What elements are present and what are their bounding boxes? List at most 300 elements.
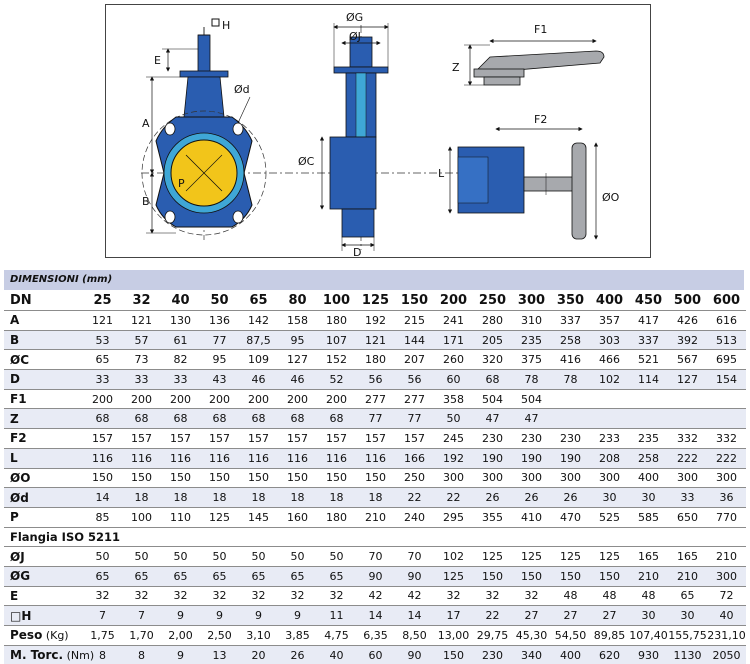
table-cell: 136	[200, 311, 239, 331]
row-label: M. Torc. (Nm)	[4, 645, 83, 664]
row-label: Ød	[4, 488, 83, 508]
table-cell: 87,5	[239, 330, 278, 350]
table-cell: 50	[200, 547, 239, 567]
table-cell: 200	[83, 389, 122, 409]
table-cell: 116	[200, 448, 239, 468]
table-cell: 11	[317, 606, 356, 626]
table-cell: 150	[239, 468, 278, 488]
table-cell: 77	[200, 330, 239, 350]
table-cell: 392	[668, 330, 707, 350]
table-cell: 27	[551, 606, 590, 626]
table-cell: 26	[473, 488, 512, 508]
table-cell: 125	[551, 547, 590, 567]
label-D: D	[353, 246, 362, 259]
table-cell: 20	[239, 645, 278, 664]
table-cell: 60	[356, 645, 395, 664]
table-cell: 73	[122, 350, 161, 370]
table-cell: 116	[317, 448, 356, 468]
table-cell: 150	[161, 468, 200, 488]
table-cell: 78	[512, 370, 551, 390]
table-cell: 2050	[707, 645, 746, 664]
table-cell: 33	[122, 370, 161, 390]
table-cell: 65	[317, 566, 356, 586]
table-cell: 166	[395, 448, 434, 468]
table-cell: 32	[317, 586, 356, 606]
table-cell: 258	[551, 330, 590, 350]
table-cell: 160	[278, 507, 317, 527]
table-cell: 68	[239, 409, 278, 429]
table-cell: 142	[239, 311, 278, 331]
table-cell: 300	[551, 468, 590, 488]
table-cell: 47	[473, 409, 512, 429]
gear-operator-view	[450, 129, 596, 239]
table-cell: 200	[239, 389, 278, 409]
label-E: E	[154, 54, 161, 67]
table-cell: 68	[83, 409, 122, 429]
table-cell: 155,75	[668, 626, 707, 646]
table-cell: 18	[356, 488, 395, 508]
table-cell: 300	[473, 468, 512, 488]
table-cell: 210	[707, 547, 746, 567]
table-cell: 85	[83, 507, 122, 527]
table-row	[4, 507, 746, 527]
table-cell: 46	[278, 370, 317, 390]
table-cell: 50	[239, 547, 278, 567]
label-G: ØG	[346, 11, 364, 24]
table-cell: 241	[434, 311, 473, 331]
row-label: ØJ	[4, 547, 83, 567]
table-cell: 620	[590, 645, 629, 664]
table-cell: 30	[629, 606, 668, 626]
table-cell: 109	[239, 350, 278, 370]
label-C: ØC	[298, 155, 315, 168]
table-cell: 72	[707, 586, 746, 606]
table-cell: 157	[122, 429, 161, 449]
table-cell: 240	[395, 507, 434, 527]
table-cell: 340	[512, 645, 551, 664]
table-cell: 32	[278, 586, 317, 606]
table-cell: 210	[668, 566, 707, 586]
table-cell: 332	[707, 429, 746, 449]
table-cell: 222	[668, 448, 707, 468]
table-cell	[551, 389, 590, 409]
table-cell: 50	[278, 547, 317, 567]
table-cell: 426	[668, 311, 707, 331]
row-label: P	[4, 507, 83, 527]
table-cell: 95	[200, 350, 239, 370]
table-cell: 215	[395, 311, 434, 331]
table-row	[4, 586, 746, 606]
table-cell: 157	[83, 429, 122, 449]
table-cell: 235	[512, 330, 551, 350]
table-cell: 280	[473, 311, 512, 331]
table-cell: 68	[317, 409, 356, 429]
table-row	[4, 488, 746, 508]
table-cell: 300	[590, 468, 629, 488]
table-cell: 192	[356, 311, 395, 331]
label-J: ØJ	[349, 30, 361, 43]
table-row	[4, 547, 746, 567]
table-cell	[629, 389, 668, 409]
table-cell: 127	[668, 370, 707, 390]
table-cell: 110	[161, 507, 200, 527]
table-cell: 52	[317, 370, 356, 390]
table-cell: 130	[161, 311, 200, 331]
table-cell: 45,30	[512, 626, 551, 646]
table-cell: 125	[361, 292, 390, 308]
table-cell: 65	[83, 350, 122, 370]
table-cell: 121	[122, 311, 161, 331]
valve-front-view	[141, 19, 506, 240]
table-cell: 27	[590, 606, 629, 626]
table-cell: 13,00	[434, 626, 473, 646]
table-cell: 230	[473, 429, 512, 449]
table-row	[4, 566, 746, 586]
row-label: DN	[10, 292, 32, 308]
table-cell: 358	[434, 389, 473, 409]
table-cell: 116	[278, 448, 317, 468]
table-cell: 65	[83, 566, 122, 586]
table-cell: 357	[590, 311, 629, 331]
table-cell: 2,50	[200, 626, 239, 646]
table-cell: 295	[434, 507, 473, 527]
table-cell: 65	[278, 566, 317, 586]
table-cell: 90	[395, 566, 434, 586]
label-A: A	[142, 117, 150, 130]
table-cell: 30	[590, 488, 629, 508]
table-cell: 32	[122, 586, 161, 606]
table-cell: 150	[551, 566, 590, 586]
table-cell: 32	[161, 586, 200, 606]
label-Z: Z	[452, 61, 460, 74]
table-cell: 230	[512, 429, 551, 449]
table-cell: 65	[239, 566, 278, 586]
table-cell: 192	[434, 448, 473, 468]
row-label: ØG	[4, 566, 83, 586]
table-cell: 18	[161, 488, 200, 508]
table-cell: 210	[356, 507, 395, 527]
table-cell: 157	[161, 429, 200, 449]
label-P: P	[178, 177, 185, 190]
table-cell: 32	[512, 586, 551, 606]
table-cell: 50	[434, 409, 473, 429]
table-cell: 30	[668, 606, 707, 626]
table-cell: 9	[239, 606, 278, 626]
table-cell: 180	[317, 311, 356, 331]
table-cell: 521	[629, 350, 668, 370]
table-cell: 33	[83, 370, 122, 390]
dimensions-table	[4, 270, 744, 664]
table-cell: 26	[551, 488, 590, 508]
table-cell: 157	[356, 429, 395, 449]
table-cell: 32	[473, 586, 512, 606]
table-cell: 40	[171, 292, 190, 308]
table-cell: 152	[317, 350, 356, 370]
table-cell: 78	[551, 370, 590, 390]
table-cell: 90	[356, 566, 395, 586]
table-cell: 33	[161, 370, 200, 390]
table-row	[4, 409, 746, 429]
table-cell: 154	[707, 370, 746, 390]
table-cell: 32	[83, 586, 122, 606]
table-cell: 233	[590, 429, 629, 449]
table-cell: 68	[161, 409, 200, 429]
label-B: B	[142, 195, 150, 208]
table-cell: 32	[132, 292, 151, 308]
table-cell: 18	[239, 488, 278, 508]
weight-row	[4, 626, 746, 646]
table-cell: 125	[434, 566, 473, 586]
table-cell: 320	[473, 350, 512, 370]
table-cell: 70	[356, 547, 395, 567]
table-cell: 695	[707, 350, 746, 370]
table-cell: 42	[395, 586, 434, 606]
table-cell: 450	[634, 292, 663, 308]
table-cell: 650	[668, 507, 707, 527]
table-cell: 171	[434, 330, 473, 350]
table-cell: 231,10	[707, 626, 746, 646]
table-cell: 121	[83, 311, 122, 331]
table-cell: 150	[317, 468, 356, 488]
table-cell: 50	[161, 547, 200, 567]
table-cell: 258	[629, 448, 668, 468]
label-H: H	[222, 19, 231, 32]
table-cell: 770	[707, 507, 746, 527]
table-cell: 125	[590, 547, 629, 567]
table-cell: 65	[200, 566, 239, 586]
table-cell: 9	[161, 645, 200, 664]
table-cell: 165	[629, 547, 668, 567]
row-label: B	[4, 330, 83, 350]
table-cell: 157	[200, 429, 239, 449]
table-cell: 207	[395, 350, 434, 370]
row-label: F1	[4, 389, 83, 409]
table-cell: 40	[317, 645, 356, 664]
table-cell: 150	[473, 566, 512, 586]
table-cell: 260	[434, 350, 473, 370]
table-cell: 65	[668, 586, 707, 606]
table-cell: 42	[356, 586, 395, 606]
table-cell: 50	[122, 547, 161, 567]
row-label: E	[4, 586, 83, 606]
table-cell: 250	[395, 468, 434, 488]
table-cell: 200	[200, 389, 239, 409]
table-cell	[668, 389, 707, 409]
label-d: Ød	[234, 83, 250, 96]
table-cell: 65	[161, 566, 200, 586]
table-cell: 200	[317, 389, 356, 409]
table-cell: 7	[122, 606, 161, 626]
table-cell: 144	[395, 330, 434, 350]
table-cell: 61	[161, 330, 200, 350]
table-cell: 567	[668, 350, 707, 370]
row-label: Z	[4, 409, 83, 429]
torque-row	[4, 645, 746, 664]
table-row	[4, 429, 746, 449]
table-cell: 410	[512, 507, 551, 527]
section-label: Flangia ISO 5211	[4, 527, 746, 547]
table-cell: 200	[439, 292, 468, 308]
table-cell: 26	[278, 645, 317, 664]
row-label: ØC	[4, 350, 83, 370]
table-cell: 310	[512, 311, 551, 331]
table-cell: 80	[288, 292, 307, 308]
table-cell: 13	[200, 645, 239, 664]
table-cell: 89,85	[590, 626, 629, 646]
table-row	[4, 606, 746, 626]
table-cell: 116	[83, 448, 122, 468]
table-cell: 48	[551, 586, 590, 606]
table-cell: 32	[200, 586, 239, 606]
table-cell: 48	[590, 586, 629, 606]
table-cell: 8	[122, 645, 161, 664]
table-cell: 277	[356, 389, 395, 409]
table-cell: 54,50	[551, 626, 590, 646]
table-cell	[629, 409, 668, 429]
row-label: Peso (Kg)	[4, 626, 83, 646]
table-cell: 77	[356, 409, 395, 429]
table-cell: 95	[278, 330, 317, 350]
table-cell: 180	[356, 350, 395, 370]
table-cell: 200	[161, 389, 200, 409]
dn-header-row	[4, 290, 746, 311]
lever-handle-view	[464, 41, 604, 85]
table-cell: 125	[200, 507, 239, 527]
table-cell: 235	[629, 429, 668, 449]
table-cell: 513	[707, 330, 746, 350]
table-cell: 2,00	[161, 626, 200, 646]
table-cell: 9	[200, 606, 239, 626]
row-label: D	[4, 370, 83, 390]
table-cell: 65	[249, 292, 268, 308]
table-cell: 36	[707, 488, 746, 508]
table-cell: 190	[512, 448, 551, 468]
table-row	[4, 468, 746, 488]
table-cell: 102	[590, 370, 629, 390]
table-cell: 121	[356, 330, 395, 350]
table-cell: 56	[395, 370, 434, 390]
table-cell: 150	[512, 566, 551, 586]
table-cell: 400	[629, 468, 668, 488]
table-cell: 48	[629, 586, 668, 606]
table-cell: 300	[707, 566, 746, 586]
table-cell: 585	[629, 507, 668, 527]
table-cell: 616	[707, 311, 746, 331]
table-cell: 26	[512, 488, 551, 508]
table-cell: 200	[278, 389, 317, 409]
table-cell: 77	[395, 409, 434, 429]
table-cell: 1,75	[83, 626, 122, 646]
table-cell: 14	[395, 606, 434, 626]
table-cell: 68	[200, 409, 239, 429]
table-cell: 416	[551, 350, 590, 370]
table-cell: 100	[322, 292, 351, 308]
table-cell: 7	[83, 606, 122, 626]
table-cell: 107,40	[629, 626, 668, 646]
table-cell: 157	[278, 429, 317, 449]
table-cell: 46	[239, 370, 278, 390]
table-cell: 18	[200, 488, 239, 508]
table-cell: 504	[512, 389, 551, 409]
table-cell: 53	[83, 330, 122, 350]
table-title: DIMENSIONI (mm)	[4, 270, 744, 290]
table-cell: 157	[317, 429, 356, 449]
table-cell: 4,75	[317, 626, 356, 646]
label-F1: F1	[534, 23, 548, 36]
table-cell: 157	[239, 429, 278, 449]
table-cell: 150	[83, 468, 122, 488]
table-cell: 32	[434, 586, 473, 606]
table-cell: 127	[278, 350, 317, 370]
table-cell: 6,35	[356, 626, 395, 646]
table-cell: 70	[395, 547, 434, 567]
table-cell: 60	[434, 370, 473, 390]
table-cell: 355	[473, 507, 512, 527]
row-label: F2	[4, 429, 83, 449]
table-cell: 102	[434, 547, 473, 567]
table-cell: 300	[707, 468, 746, 488]
table-cell: 150	[590, 566, 629, 586]
table-cell: 43	[200, 370, 239, 390]
label-O: ØO	[602, 191, 620, 204]
table-cell: 22	[434, 488, 473, 508]
table-cell: 165	[668, 547, 707, 567]
table-cell: 18	[122, 488, 161, 508]
table-cell: 22	[395, 488, 434, 508]
table-cell: 190	[473, 448, 512, 468]
table-cell: 27	[512, 606, 551, 626]
table-cell: 466	[590, 350, 629, 370]
table-cell	[590, 389, 629, 409]
table-cell: 100	[122, 507, 161, 527]
table-cell: 930	[629, 645, 668, 664]
table-cell: 337	[551, 311, 590, 331]
table-cell: 33	[668, 488, 707, 508]
table-cell: 158	[278, 311, 317, 331]
table-cell: 245	[434, 429, 473, 449]
table-cell: 337	[629, 330, 668, 350]
table-cell: 1130	[668, 645, 707, 664]
dimensions-grid	[4, 290, 746, 664]
table-cell	[551, 409, 590, 429]
valve-side-view	[322, 23, 388, 251]
table-cell: 150	[434, 645, 473, 664]
table-cell: 525	[590, 507, 629, 527]
table-cell: 47	[512, 409, 551, 429]
table-cell	[668, 409, 707, 429]
row-unit: (Kg)	[42, 629, 69, 643]
table-cell: 400	[595, 292, 624, 308]
table-row	[4, 350, 746, 370]
label-F2: F2	[534, 113, 548, 126]
table-cell: 9	[278, 606, 317, 626]
table-cell: 68	[278, 409, 317, 429]
table-cell: 57	[122, 330, 161, 350]
table-cell	[590, 409, 629, 429]
table-cell: 470	[551, 507, 590, 527]
row-label: L	[4, 448, 83, 468]
table-cell: 116	[356, 448, 395, 468]
table-cell: 210	[629, 566, 668, 586]
table-cell: 250	[478, 292, 507, 308]
table-cell: 400	[551, 645, 590, 664]
table-cell: 114	[629, 370, 668, 390]
section-row	[4, 527, 746, 547]
table-cell: 500	[673, 292, 702, 308]
table-cell: 29,75	[473, 626, 512, 646]
table-cell: 205	[473, 330, 512, 350]
table-cell: 30	[629, 488, 668, 508]
